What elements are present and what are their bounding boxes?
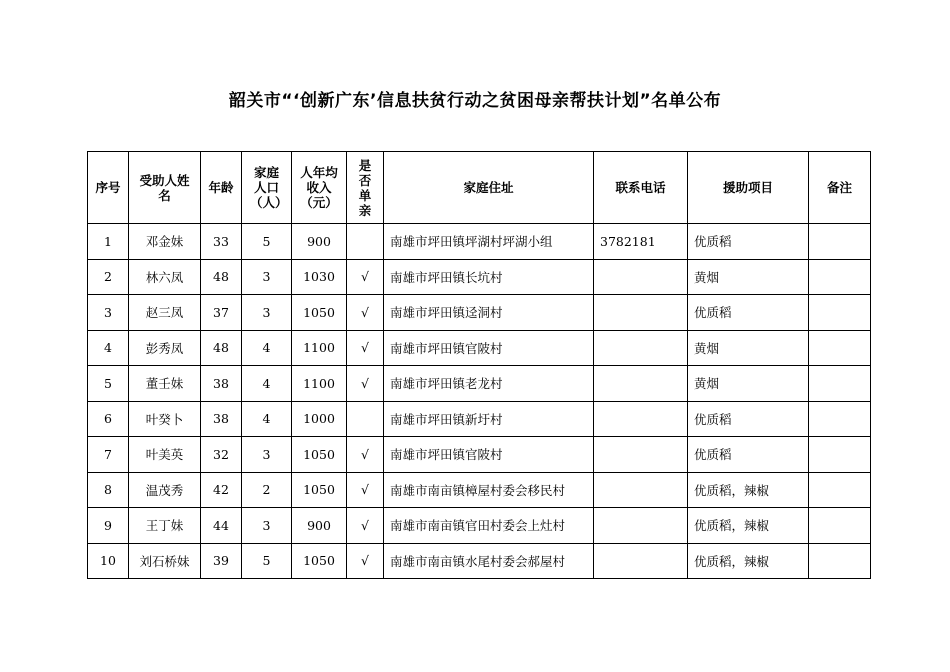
table-row <box>88 330 871 366</box>
cell-household: 4 <box>242 330 292 366</box>
cell-address: 南雄市南亩镇水尾村委会郝屋村 <box>384 543 594 579</box>
cell-address: 南雄市坪田镇官陂村 <box>384 437 594 473</box>
cell-project: 黄烟 <box>688 366 809 402</box>
cell-name: 林六凤 <box>129 259 201 295</box>
cell-remarks <box>809 401 871 437</box>
cell-project: 黄烟 <box>688 330 809 366</box>
cell-address: 南雄市南亩镇樟屋村委会移民村 <box>384 472 594 508</box>
cell-single-mother: √ <box>347 508 384 544</box>
table-header-row <box>88 152 871 224</box>
cell-project: 优质稻 <box>688 295 809 331</box>
cell-household: 5 <box>242 224 292 260</box>
document-title: 韶关市“‘创新广东’信息扶贫行动之贫困母亲帮扶计划”名单公布 <box>228 91 722 111</box>
beneficiary-table <box>87 151 871 579</box>
cell-seq: 8 <box>88 472 129 508</box>
cell-address: 南雄市坪田镇老龙村 <box>384 366 594 402</box>
cell-age: 44 <box>201 508 242 544</box>
header-single-mother: 是否单亲 <box>347 152 384 224</box>
table-row <box>88 224 871 260</box>
cell-income: 1050 <box>292 543 347 579</box>
cell-remarks <box>809 472 871 508</box>
cell-household: 4 <box>242 401 292 437</box>
cell-single-mother: √ <box>347 330 384 366</box>
cell-remarks <box>809 224 871 260</box>
cell-seq: 5 <box>88 366 129 402</box>
cell-address: 南雄市坪田镇长坑村 <box>384 259 594 295</box>
cell-seq: 2 <box>88 259 129 295</box>
cell-name: 彭秀凤 <box>129 330 201 366</box>
cell-age: 39 <box>201 543 242 579</box>
cell-name: 刘石桥妹 <box>129 543 201 579</box>
cell-income: 1100 <box>292 330 347 366</box>
table-row <box>88 543 871 579</box>
cell-age: 42 <box>201 472 242 508</box>
cell-address: 南雄市坪田镇新圩村 <box>384 401 594 437</box>
cell-phone <box>594 437 688 473</box>
cell-income: 1030 <box>292 259 347 295</box>
table-row <box>88 508 871 544</box>
cell-age: 48 <box>201 259 242 295</box>
cell-project: 优质稻，辣椒 <box>688 472 809 508</box>
cell-seq: 10 <box>88 543 129 579</box>
cell-project: 优质稻，辣椒 <box>688 508 809 544</box>
cell-seq: 7 <box>88 437 129 473</box>
cell-phone <box>594 295 688 331</box>
cell-project: 优质稻，辣椒 <box>688 543 809 579</box>
cell-income: 1100 <box>292 366 347 402</box>
header-seq: 序号 <box>88 152 129 224</box>
table-row <box>88 401 871 437</box>
cell-single-mother: √ <box>347 472 384 508</box>
header-phone: 联系电话 <box>594 152 688 224</box>
cell-project: 优质稻 <box>688 437 809 473</box>
cell-household: 3 <box>242 437 292 473</box>
table-row <box>88 259 871 295</box>
cell-age: 38 <box>201 401 242 437</box>
table-row <box>88 366 871 402</box>
cell-household: 5 <box>242 543 292 579</box>
cell-phone: 3782181 <box>594 224 688 260</box>
cell-single-mother: √ <box>347 543 384 579</box>
cell-household: 3 <box>242 259 292 295</box>
cell-seq: 4 <box>88 330 129 366</box>
cell-household: 3 <box>242 508 292 544</box>
cell-address: 南雄市坪田镇坪湖村坪湖小组 <box>384 224 594 260</box>
cell-remarks <box>809 543 871 579</box>
cell-address: 南雄市坪田镇迳洞村 <box>384 295 594 331</box>
cell-single-mother: √ <box>347 366 384 402</box>
cell-income: 1050 <box>292 437 347 473</box>
header-name: 受助人姓名 <box>129 152 201 224</box>
cell-phone <box>594 472 688 508</box>
cell-income: 1050 <box>292 472 347 508</box>
cell-single-mother: √ <box>347 437 384 473</box>
cell-name: 邓金妹 <box>129 224 201 260</box>
cell-age: 32 <box>201 437 242 473</box>
cell-income: 900 <box>292 508 347 544</box>
table-row <box>88 437 871 473</box>
cell-project: 黄烟 <box>688 259 809 295</box>
cell-remarks <box>809 330 871 366</box>
cell-name: 温茂秀 <box>129 472 201 508</box>
cell-remarks <box>809 259 871 295</box>
cell-remarks <box>809 437 871 473</box>
header-income: 人年均收入（元） <box>292 152 347 224</box>
cell-single-mother: √ <box>347 295 384 331</box>
header-project: 援助项目 <box>688 152 809 224</box>
cell-income: 1050 <box>292 295 347 331</box>
header-household: 家庭人口（人） <box>242 152 292 224</box>
cell-phone <box>594 401 688 437</box>
cell-phone <box>594 330 688 366</box>
cell-address: 南雄市坪田镇官陂村 <box>384 330 594 366</box>
cell-seq: 6 <box>88 401 129 437</box>
cell-single-mother: √ <box>347 259 384 295</box>
header-remarks: 备注 <box>809 152 871 224</box>
cell-address: 南雄市南亩镇官田村委会上灶村 <box>384 508 594 544</box>
cell-age: 38 <box>201 366 242 402</box>
cell-seq: 9 <box>88 508 129 544</box>
cell-remarks <box>809 295 871 331</box>
cell-single-mother <box>347 224 384 260</box>
header-address: 家庭住址 <box>384 152 594 224</box>
cell-age: 48 <box>201 330 242 366</box>
cell-household: 4 <box>242 366 292 402</box>
cell-phone <box>594 259 688 295</box>
cell-project: 优质稻 <box>688 401 809 437</box>
cell-income: 900 <box>292 224 347 260</box>
table-row <box>88 472 871 508</box>
cell-name: 王丁妹 <box>129 508 201 544</box>
cell-age: 33 <box>201 224 242 260</box>
cell-project: 优质稻 <box>688 224 809 260</box>
cell-phone <box>594 543 688 579</box>
cell-seq: 3 <box>88 295 129 331</box>
cell-name: 赵三凤 <box>129 295 201 331</box>
cell-seq: 1 <box>88 224 129 260</box>
cell-remarks <box>809 508 871 544</box>
header-age: 年龄 <box>201 152 242 224</box>
cell-remarks <box>809 366 871 402</box>
table-row <box>88 295 871 331</box>
cell-household: 2 <box>242 472 292 508</box>
cell-name: 叶癸卜 <box>129 401 201 437</box>
cell-income: 1000 <box>292 401 347 437</box>
cell-age: 37 <box>201 295 242 331</box>
cell-phone <box>594 508 688 544</box>
cell-name: 董壬妹 <box>129 366 201 402</box>
cell-household: 3 <box>242 295 292 331</box>
cell-phone <box>594 366 688 402</box>
cell-name: 叶美英 <box>129 437 201 473</box>
cell-single-mother <box>347 401 384 437</box>
